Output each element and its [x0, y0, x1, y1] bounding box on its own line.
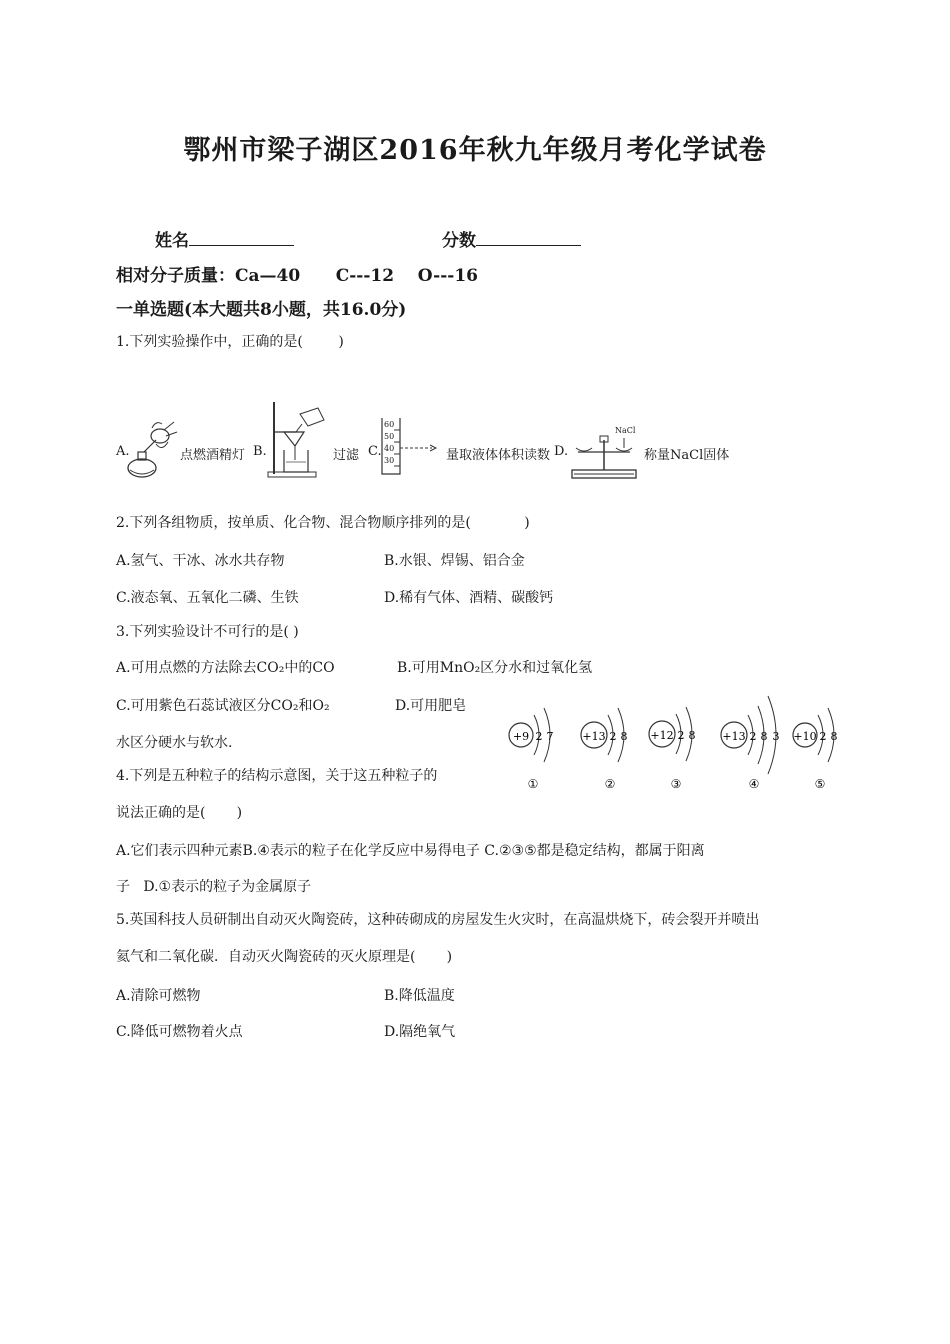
q3-option-b: B.可用MnO₂区分水和过氧化氢	[397, 660, 593, 676]
cylinder-tick-50: 50	[384, 432, 395, 441]
atom-1-shell-2: 7	[546, 730, 554, 743]
atom-4	[721, 696, 780, 791]
q2-option-a: A.氢气、干冰、冰水共存物	[116, 553, 285, 569]
q5-stem-line2: 氦气和二氧化碳．自动灭火陶瓷砖的灭火原理是( )	[116, 949, 453, 965]
q5-option-a: A.清除可燃物	[116, 988, 201, 1004]
q4-options-line1: A.它们表示四种元素B.④表示的粒子在化学反应中易得电子 C.②③⑤都是稳定结构，都属于阳离	[116, 843, 705, 859]
q2-option-b: B.水银、焊锡、铝合金	[384, 553, 525, 569]
q2-option-c: C.液态氧、五氧化二磷、生铁	[116, 590, 299, 606]
relative-mass-line: 相对分子质量：Ca—40 C---12 O---16	[116, 266, 478, 286]
section-heading: 一单选题(本大题共8小题，共16.0分)	[116, 300, 407, 320]
atom-1-label: ①	[527, 777, 539, 791]
q1-option-d: 称量NaCl固体	[644, 448, 730, 463]
atom-3-label: ③	[670, 777, 682, 791]
atom-structures-figure	[500, 690, 850, 800]
q3-option-d-continued: 水区分硬水与软水.	[116, 735, 233, 751]
q3-stem: 3.下列实验设计不可行的是( )	[116, 624, 299, 640]
q5-stem-line1: 5.英国科技人员研制出自动灭火陶瓷砖，这种砖砌成的房屋发生火灾时，在高温烘烧下，砖会裂开并喷出	[116, 912, 760, 928]
atom-1-shell-1: 2	[535, 730, 543, 743]
cylinder-tick-60: 60	[384, 420, 395, 429]
score-label: 分数	[442, 231, 476, 251]
q1-option-b-letter: B.	[253, 444, 267, 459]
atom-5-label: ⑤	[814, 777, 826, 791]
atom-2-shell-1: 2	[609, 730, 617, 743]
atom-2-shell-2: 8	[620, 730, 628, 743]
q3-option-c: C.可用紫色石蕊试液区分CO₂和O₂	[116, 698, 330, 714]
page-title: 鄂州市梁子湖区2016年秋九年级月考化学试卷	[183, 135, 767, 166]
score-blank	[476, 229, 581, 246]
atom-4-shell-1: 2	[749, 730, 757, 743]
cylinder-tick-30: 30	[384, 456, 395, 465]
q2-stem: 2.下列各组物质，按单质、化合物、混合物顺序排列的是( )	[116, 515, 530, 531]
q1-option-a: 点燃酒精灯	[180, 448, 246, 463]
filtration-figure	[266, 400, 328, 480]
q5-option-b: B.降低温度	[384, 988, 455, 1004]
alcohol-lamp-figure	[122, 418, 180, 482]
atom-2-label: ②	[604, 777, 616, 791]
atom-5-shell-2: 8	[830, 730, 838, 743]
name-blank	[189, 229, 294, 246]
atom-4-shell-2: 8	[760, 730, 768, 743]
q1-option-a-letter: A.	[116, 444, 130, 459]
atom-4-nucleus: +13	[722, 730, 746, 743]
q4-stem-line1: 4.下列是五种粒子的结构示意图，关于这五种粒子的	[116, 768, 438, 784]
q4-options-line2: 子 D.①表示的粒子为金属原子	[116, 879, 312, 895]
q1-option-b: 过滤	[333, 448, 360, 463]
score-field	[442, 226, 581, 251]
q5-option-d: D.隔绝氧气	[384, 1024, 456, 1040]
atom-4-label: ④	[748, 777, 760, 791]
q3-option-a: A.可用点燃的方法除去CO₂中的CO	[116, 660, 335, 676]
atom-5	[793, 708, 838, 791]
name-label: 姓名	[155, 231, 189, 251]
cylinder-tick-40: 40	[384, 444, 395, 453]
nacl-tag: NaCl	[615, 426, 636, 435]
q5-option-c: C.降低可燃物着火点	[116, 1024, 243, 1040]
q1-option-c-letter: C.	[368, 444, 382, 459]
atom-3	[649, 707, 696, 791]
q1-option-c: 量取液体体积读数	[446, 448, 551, 463]
atom-3-nucleus: +12	[650, 729, 674, 742]
atom-4-shell-3: 3	[772, 730, 780, 743]
q1-option-d-letter: D.	[554, 444, 569, 459]
atom-1	[509, 708, 554, 791]
q1-stem: 1.下列实验操作中，正确的是( )	[116, 334, 344, 350]
atom-1-nucleus: +9	[512, 730, 530, 743]
atom-2-nucleus: +13	[582, 730, 606, 743]
atom-5-shell-1: 2	[819, 730, 827, 743]
q2-option-d: D.稀有气体、酒精、碳酸钙	[384, 590, 554, 606]
atom-2	[581, 708, 628, 791]
name-field	[155, 226, 294, 251]
atom-3-shell-2: 8	[688, 729, 696, 742]
atom-3-shell-1: 2	[677, 729, 685, 742]
q4-stem-line2: 说法正确的是( )	[116, 805, 243, 821]
cylinder-tick-labels	[384, 419, 394, 467]
atom-5-nucleus: +10	[793, 730, 817, 743]
q3-option-d: D.可用肥皂	[395, 698, 467, 714]
